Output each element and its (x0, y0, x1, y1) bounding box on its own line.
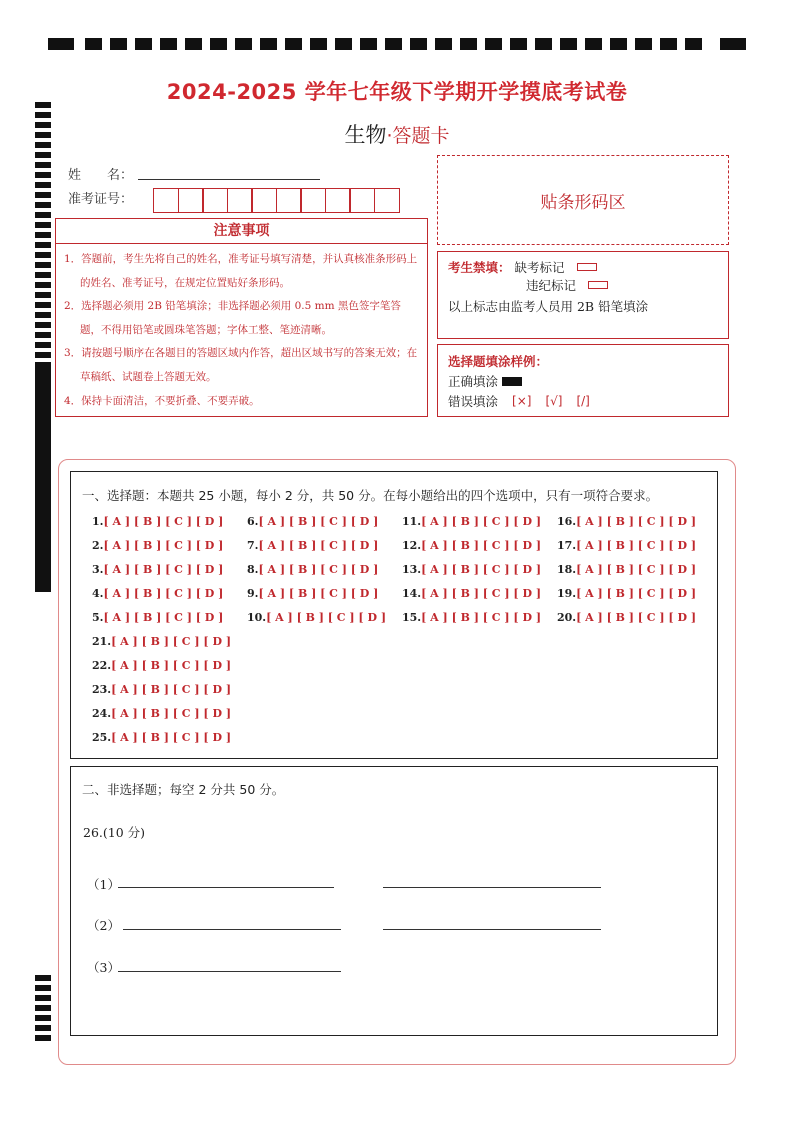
answer-options[interactable]: [ A ] [ B ] [ C ] [ D ] (103, 611, 224, 624)
answer-options[interactable]: [ A ] [ B ] [ C ] [ D ] (576, 563, 697, 576)
timing-mark (35, 302, 51, 308)
question-9-options[interactable] (247, 587, 378, 600)
question-24-options[interactable] (92, 707, 231, 720)
timing-mark (35, 516, 51, 522)
id-digit-box[interactable] (374, 188, 400, 213)
answer-options[interactable]: [ A ] [ B ] [ C ] [ D ] (111, 635, 232, 648)
violation-label: 违纪标记 (526, 278, 577, 293)
timing-mark (35, 342, 51, 348)
question-number: 6. (247, 515, 259, 528)
question-number: 3. (92, 563, 104, 576)
answer-options[interactable]: [ A ] [ B ] [ C ] [ D ] (576, 515, 697, 528)
timing-mark (185, 38, 202, 50)
wrong-mark-check: [√] (545, 394, 563, 408)
question-7-options[interactable] (247, 539, 378, 552)
timing-mark (485, 38, 502, 50)
section-free-response (70, 766, 718, 1036)
answer-options[interactable]: [ A ] [ B ] [ C ] [ D ] (103, 515, 224, 528)
timing-mark (35, 426, 51, 432)
question-number: 24. (92, 707, 112, 720)
question-1-options[interactable] (92, 515, 223, 528)
question-20-options[interactable] (557, 611, 696, 624)
forbidden-label: 考生禁填： (448, 260, 511, 275)
section2-heading: 二、非选择题；每空 2 分共 50 分。 (82, 782, 285, 797)
notice-item: 1．答题前，考生先将自己的姓名，准考证号填写清楚，并认真核准条形码上的姓名、准考证号，在规定位置贴好条形码。 (64, 253, 418, 289)
timing-mark (35, 262, 51, 268)
barcode-area: 贴条形码区 (437, 155, 729, 245)
question-number: 2. (92, 539, 104, 552)
question-2-options[interactable] (92, 539, 223, 552)
notice-body (56, 244, 427, 413)
timing-mark (510, 38, 527, 50)
question-number: 23. (92, 683, 112, 696)
question-number: 22. (92, 659, 112, 672)
id-digit-box[interactable] (300, 188, 326, 213)
timing-mark (35, 112, 51, 118)
question-12-options[interactable] (402, 539, 541, 552)
timing-mark (35, 436, 51, 442)
timing-mark (35, 282, 51, 288)
question-13-options[interactable] (402, 563, 541, 576)
timing-mark (35, 995, 51, 1001)
answer-options[interactable]: [ A ] [ B ] [ C ] [ D ] (258, 563, 379, 576)
timing-mark (35, 975, 51, 981)
timing-mark (35, 212, 51, 218)
blank-2-label: （2） (87, 918, 120, 933)
timing-mark (35, 386, 51, 392)
timing-mark (35, 1015, 51, 1021)
id-digit-box[interactable] (227, 188, 253, 213)
timing-mark (35, 366, 51, 372)
name-field[interactable] (138, 179, 320, 180)
answer-options[interactable]: [ A ] [ B ] [ C ] [ D ] (111, 731, 232, 744)
timing-mark (35, 546, 51, 552)
answer-options[interactable]: [ A ] [ B ] [ C ] [ D ] (258, 515, 379, 528)
answer-options[interactable]: [ A ] [ B ] [ C ] [ D ] (421, 515, 542, 528)
id-digit-box[interactable] (178, 188, 204, 213)
question-number: 18. (557, 563, 577, 576)
timing-mark (35, 1005, 51, 1011)
timing-mark (48, 38, 74, 50)
answer-options[interactable]: [ A ] [ B ] [ C ] [ D ] (421, 611, 542, 624)
timing-mark (285, 38, 302, 50)
question-number: 4. (92, 587, 104, 600)
name-label: 姓 名： (68, 168, 134, 183)
timing-mark (35, 456, 51, 462)
answer-options[interactable]: [ A ] [ B ] [ C ] [ D ] (576, 539, 697, 552)
timing-mark (610, 38, 627, 50)
timing-mark (35, 332, 51, 338)
question-number: 11. (402, 515, 422, 528)
timing-mark (35, 272, 51, 278)
timing-mark (135, 38, 152, 50)
question-14-options[interactable] (402, 587, 541, 600)
wrong-mark-slash: [/] (576, 394, 590, 408)
timing-mark (35, 242, 51, 248)
section1-heading: 一、选择题：本题共 25 小题，每小 2 分，共 50 分。在每小题给出的四个选项中，只有一项符合要求。 (82, 488, 659, 503)
question-number: 7. (247, 539, 259, 552)
id-digit-box[interactable] (251, 188, 277, 213)
question-15-options[interactable] (402, 611, 541, 624)
timing-mark (535, 38, 552, 50)
timing-mark (110, 38, 127, 50)
notice-heading: 注意事项 (56, 219, 427, 244)
correct-fill-label: 正确填涂 (448, 374, 499, 389)
timing-mark (35, 576, 51, 582)
timing-mark (720, 38, 746, 50)
timing-mark (35, 232, 51, 238)
timing-mark (35, 406, 51, 412)
violation-mark-box (588, 281, 608, 289)
wrong-mark-cross: [×] (512, 394, 532, 408)
question-number: 10. (247, 611, 267, 624)
timing-mark (35, 152, 51, 158)
question-4-options[interactable] (92, 587, 223, 600)
answer-options[interactable]: [ A ] [ B ] [ C ] [ D ] (421, 587, 542, 600)
timing-mark (35, 202, 51, 208)
timing-mark (210, 38, 227, 50)
timing-mark (35, 352, 51, 358)
question-21-options[interactable] (92, 635, 231, 648)
subject-name: 生物 (344, 123, 387, 147)
top-timing-marks (48, 38, 746, 52)
answer-options[interactable]: [ A ] [ B ] [ C ] [ D ] (103, 539, 224, 552)
question-6-options[interactable] (247, 515, 378, 528)
answer-options[interactable]: [ A ] [ B ] [ C ] [ D ] (111, 659, 232, 672)
timing-mark (35, 496, 51, 502)
timing-mark (310, 38, 327, 50)
question-number: 14. (402, 587, 422, 600)
question-number: 21. (92, 635, 112, 648)
timing-mark (35, 985, 51, 991)
timing-mark (35, 586, 51, 592)
timing-mark (385, 38, 402, 50)
timing-mark (660, 38, 677, 50)
answer-options[interactable]: [ A ] [ B ] [ C ] [ D ] (103, 563, 224, 576)
timing-mark (35, 1025, 51, 1031)
answer-options[interactable]: [ A ] [ B ] [ C ] [ D ] (111, 683, 232, 696)
answer-line-2b[interactable] (383, 929, 601, 930)
forbidden-note: 以上标志由监考人员用 2B 铅笔填涂 (448, 299, 649, 314)
question-11-options[interactable] (402, 515, 541, 528)
notice-box (55, 218, 428, 417)
timing-mark (335, 38, 352, 50)
question-26-label: 26.(10 分) (83, 825, 146, 840)
question-25-options[interactable] (92, 731, 231, 744)
question-number: 17. (557, 539, 577, 552)
timing-mark (35, 486, 51, 492)
answer-line-1a[interactable] (118, 887, 334, 888)
question-number: 19. (557, 587, 577, 600)
correct-fill-sample (502, 377, 522, 386)
timing-mark (35, 182, 51, 188)
timing-mark (560, 38, 577, 50)
section-multiple-choice (70, 471, 718, 759)
subject-heading (0, 119, 794, 149)
left-timing-marks-bottom (35, 975, 51, 1045)
timing-mark (35, 312, 51, 318)
timing-mark (35, 446, 51, 452)
question-10-options[interactable] (247, 611, 386, 624)
answer-options[interactable]: [ A ] [ B ] [ C ] [ D ] (576, 587, 697, 600)
left-timing-marks-middle (35, 366, 51, 596)
question-23-options[interactable] (92, 683, 231, 696)
timing-mark (585, 38, 602, 50)
blank-1-label: （1） (87, 877, 120, 892)
id-digit-box[interactable] (349, 188, 375, 213)
timing-mark (160, 38, 177, 50)
timing-mark (35, 556, 51, 562)
question-number: 5. (92, 611, 104, 624)
answer-options[interactable]: [ A ] [ B ] [ C ] [ D ] (266, 611, 387, 624)
wrong-fill-label: 错误填涂 (448, 394, 499, 409)
question-19-options[interactable] (557, 587, 696, 600)
exam-title: 2024-2025 学年七年级下学期开学摸底考试卷 (166, 80, 628, 104)
timing-mark (35, 536, 51, 542)
timing-mark (685, 38, 702, 50)
answer-options[interactable]: [ A ] [ B ] [ C ] [ D ] (421, 539, 542, 552)
question-18-options[interactable] (557, 563, 696, 576)
answer-options[interactable]: [ A ] [ B ] [ C ] [ D ] (258, 539, 379, 552)
id-label: 准考证号： (68, 192, 134, 207)
id-digit-box[interactable] (325, 188, 351, 213)
timing-mark (35, 416, 51, 422)
answer-options[interactable]: [ A ] [ B ] [ C ] [ D ] (576, 611, 697, 624)
timing-mark (35, 322, 51, 328)
answer-line-3[interactable] (118, 971, 341, 972)
timing-mark (410, 38, 427, 50)
question-17-options[interactable] (557, 539, 696, 552)
timing-mark (35, 376, 51, 382)
question-number: 25. (92, 731, 112, 744)
timing-mark (635, 38, 652, 50)
timing-mark (260, 38, 277, 50)
timing-mark (35, 526, 51, 532)
question-number: 12. (402, 539, 422, 552)
timing-mark (35, 506, 51, 512)
question-number: 16. (557, 515, 577, 528)
timing-mark (35, 476, 51, 482)
question-3-options[interactable] (92, 563, 223, 576)
card-label: ·答题卡 (386, 125, 450, 147)
timing-mark (35, 222, 51, 228)
timing-mark (35, 396, 51, 402)
fill-example-box (437, 344, 729, 417)
answer-options[interactable]: [ A ] [ B ] [ C ] [ D ] (258, 587, 379, 600)
question-5-options[interactable] (92, 611, 223, 624)
id-digit-box[interactable] (202, 188, 228, 213)
question-number: 20. (557, 611, 577, 624)
timing-mark (85, 38, 102, 50)
example-heading: 选择题填涂样例： (448, 354, 549, 369)
absent-label: 缺考标记 (514, 260, 565, 275)
examinee-forbidden-box (437, 251, 729, 339)
notice-item: 4．保持卡面清洁，不要折叠、不要弄破。 (64, 394, 260, 407)
timing-mark (360, 38, 377, 50)
id-digit-box[interactable] (276, 188, 302, 213)
question-number: 9. (247, 587, 259, 600)
timing-mark (35, 162, 51, 168)
id-digit-box[interactable] (153, 188, 179, 213)
answer-options[interactable]: [ A ] [ B ] [ C ] [ D ] (421, 563, 542, 576)
answer-line-1b[interactable] (383, 887, 601, 888)
question-8-options[interactable] (247, 563, 378, 576)
question-number: 1. (92, 515, 104, 528)
question-number: 15. (402, 611, 422, 624)
notice-item: 3．请按题号顺序在各题目的答题区域内作答，超出区域书写的答案无效；在草稿纸、试题卷上答题无效。 (64, 347, 418, 383)
timing-mark (35, 252, 51, 258)
answer-options[interactable]: [ A ] [ B ] [ C ] [ D ] (103, 587, 224, 600)
answer-options[interactable]: [ A ] [ B ] [ C ] [ D ] (111, 707, 232, 720)
absent-mark-box (577, 263, 597, 271)
timing-mark (35, 192, 51, 198)
timing-mark (460, 38, 477, 50)
timing-mark (35, 292, 51, 298)
question-number: 8. (247, 563, 259, 576)
question-22-options[interactable] (92, 659, 231, 672)
notice-item: 2．选择题必须用 2B 铅笔填涂；非选择题必须用 0.5 mm 黑色签字笔答题，不得用铅笔或圆珠笔答题；字体工整、笔迹清晰。 (64, 300, 401, 336)
timing-mark (235, 38, 252, 50)
answer-line-2a[interactable] (123, 929, 341, 930)
timing-mark (35, 172, 51, 178)
timing-mark (435, 38, 452, 50)
id-number-boxes[interactable] (153, 188, 398, 213)
timing-mark (35, 466, 51, 472)
blank-3-label: （3） (87, 960, 120, 975)
question-number: 13. (402, 563, 422, 576)
timing-mark (35, 1035, 51, 1041)
timing-mark (35, 566, 51, 572)
question-16-options[interactable] (557, 515, 696, 528)
